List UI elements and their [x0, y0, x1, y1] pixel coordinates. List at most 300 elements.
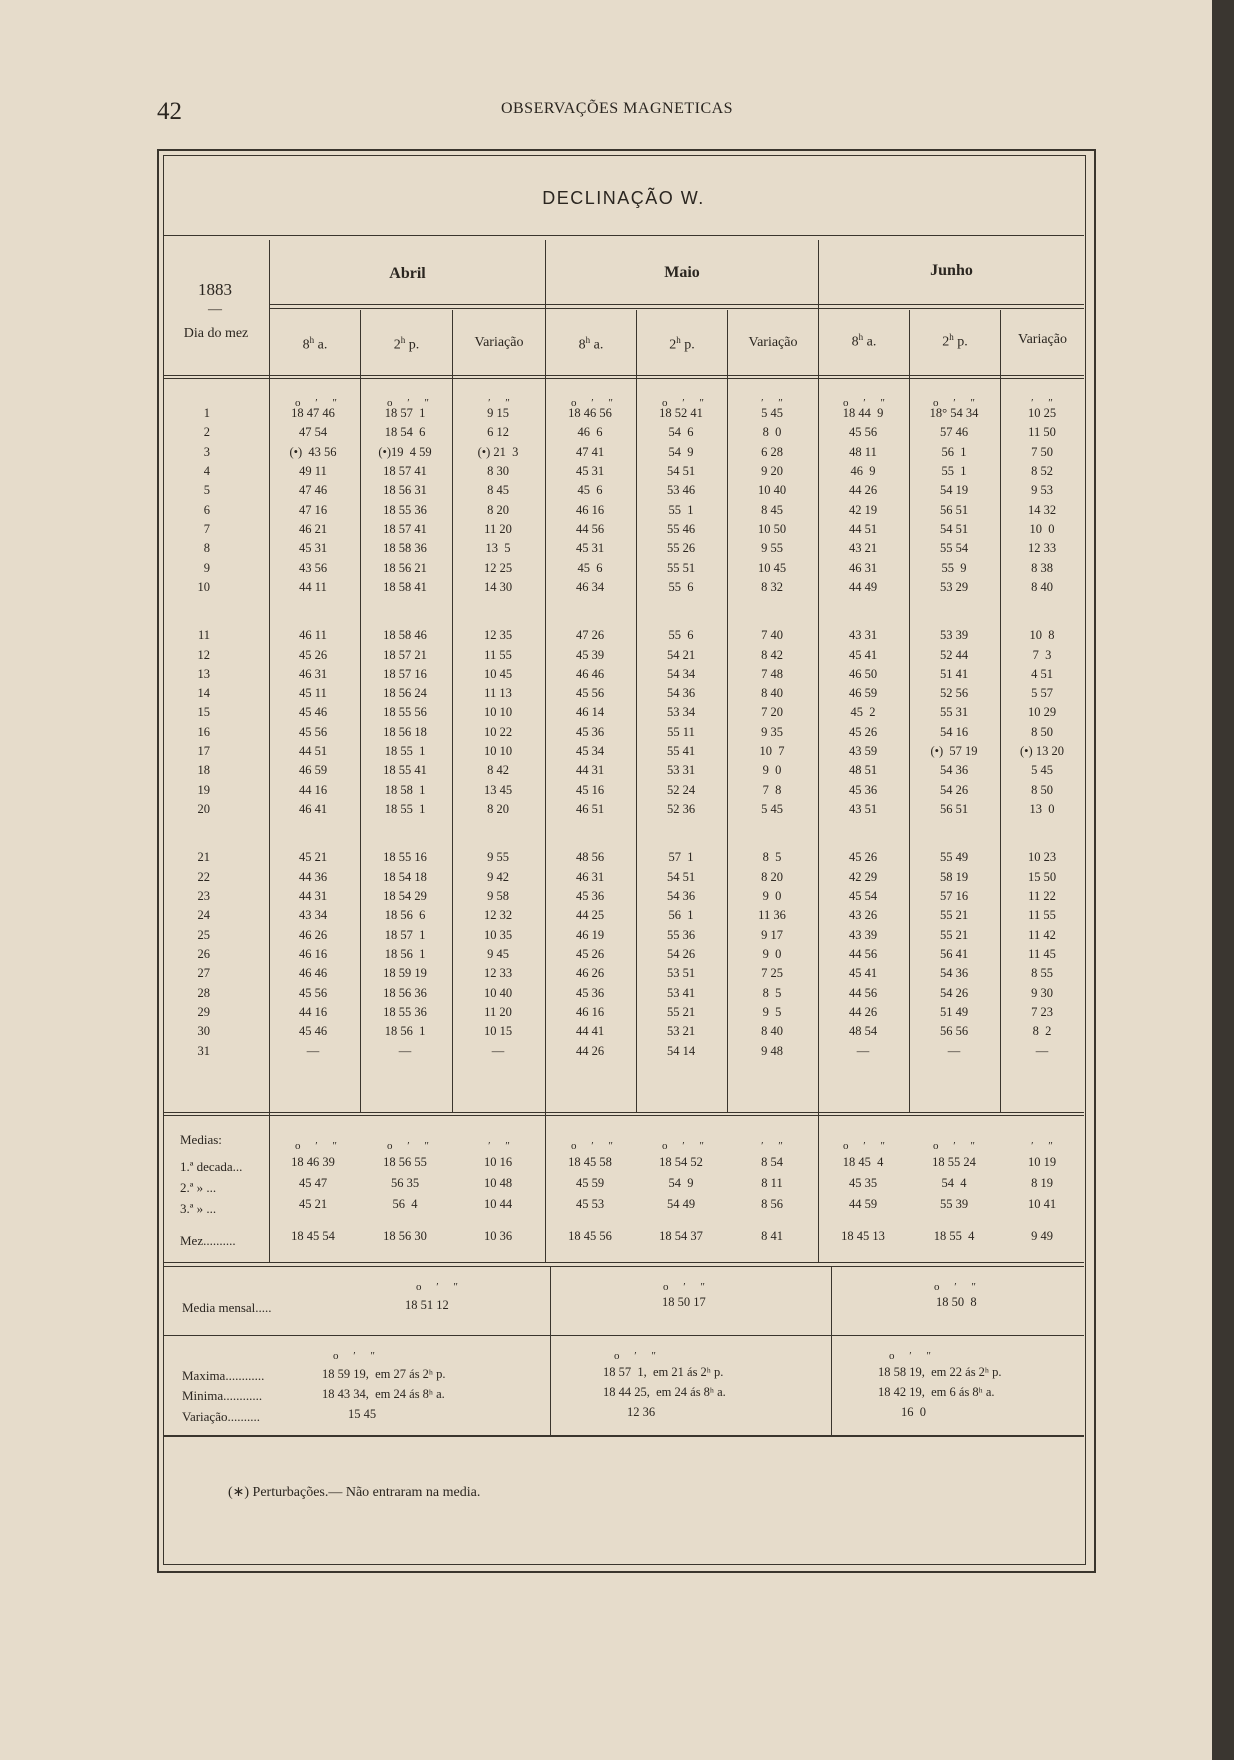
table-cell: 55 49 [939, 850, 969, 865]
table-cell: 46 26 [298, 927, 328, 942]
table-cell: 18 46 56 [568, 406, 612, 420]
table-cell: 53 46 [666, 483, 696, 498]
medias-cell: 10 44 [483, 1197, 513, 1211]
variation-label: Variação.......... [182, 1409, 260, 1424]
table-cell: 46 46 [575, 666, 605, 681]
table-cell: 9 42 [487, 869, 509, 884]
table-cell: 45 56 [848, 425, 878, 440]
table-cell: 54 9 [668, 444, 694, 459]
table-cell: 47 46 [298, 483, 328, 498]
table-cell: 10 10 [483, 744, 513, 759]
table-cell: 10 8 [1029, 628, 1055, 643]
table-cell: 45 31 [298, 541, 328, 556]
table-cell: 54 36 [666, 889, 696, 904]
table-cell: 44 51 [298, 744, 328, 759]
table-cell: 45 26 [848, 850, 878, 865]
table-cell: 55 9 [941, 560, 967, 575]
table-cell: 47 41 [575, 444, 605, 459]
table-cell: 12 35 [483, 628, 513, 643]
table-cell: 55 26 [666, 541, 696, 556]
table-cell: — [856, 1043, 870, 1058]
table-cell: 45 56 [575, 686, 605, 701]
monthly-unit-junho: o ′ ″ [934, 1281, 982, 1293]
table-cell: 18 56 24 [383, 686, 427, 701]
medias-cell: 18 55 24 [932, 1155, 976, 1169]
table-cell: 43 21 [848, 541, 878, 556]
unit-row-monthly [0, 1281, 1234, 1295]
abril-8a-header: 8$^h$ a. [302, 335, 328, 353]
table-cell: 7 8 [762, 782, 782, 797]
table-cell: 6 28 [761, 444, 783, 459]
table-cell: 52 44 [939, 647, 969, 662]
table-cell: 8 42 [487, 763, 509, 778]
abril-variation-header: Variação [474, 335, 524, 350]
table-cell: 45 2 [850, 705, 876, 720]
table-cell: 46 31 [298, 666, 328, 681]
table-cell: 8 5 [762, 850, 782, 865]
table-cell: 55 31 [939, 705, 969, 720]
table-cell: 51 49 [939, 1004, 969, 1019]
mez-cell: 18 56 30 [383, 1229, 427, 1243]
table-cell: 44 36 [298, 869, 328, 884]
table-cell: 13 5 [485, 541, 511, 556]
table-cell: 11 50 [1028, 425, 1056, 440]
table-cell: 44 31 [575, 763, 605, 778]
table-cell: 55 6 [668, 579, 694, 594]
table-cell: 8 45 [487, 483, 509, 498]
month-abril: Abril [389, 265, 426, 282]
unit-abril-8a: o ′ ″ [295, 397, 343, 409]
table-cell: 8 30 [487, 463, 509, 478]
table-cell: 48 54 [848, 1024, 878, 1039]
table-cell: 46 46 [298, 966, 328, 981]
table-cell: 9 20 [761, 463, 783, 478]
table-cell: 18 55 36 [383, 502, 427, 517]
table-cell: 18 57 16 [383, 666, 427, 681]
table-cell: 8 38 [1031, 560, 1053, 575]
table-cell: 9 58 [487, 889, 509, 904]
table-cell: 7 48 [761, 666, 783, 681]
table-cell: 18 55 1 [384, 744, 426, 759]
table-cell: 12 33 [483, 966, 513, 981]
table-cell: 10 29 [1027, 705, 1057, 720]
table-cell: 45 56 [298, 724, 328, 739]
unit-row-medias [0, 1140, 1234, 1154]
table-cell: 10 45 [483, 666, 513, 681]
table-cell: 9 53 [1031, 483, 1053, 498]
table-cell: 9 30 [1031, 985, 1053, 1000]
day-number: 9 [203, 560, 210, 575]
med-unit-maio-8a: o ′ ″ [571, 1140, 619, 1152]
table-cell: 42 29 [848, 869, 878, 884]
table-cell: 11 55 [1028, 908, 1056, 923]
table-cell: 18 56 31 [383, 483, 427, 498]
day-number: 21 [197, 850, 210, 865]
table-cell: 56 51 [939, 802, 969, 817]
medias-cell: 54 49 [666, 1197, 696, 1211]
table-cell: 55 51 [666, 560, 696, 575]
table-cell: 18 52 41 [659, 406, 703, 420]
page-edge [1212, 0, 1234, 1760]
table-cell: 43 59 [848, 744, 878, 759]
table-cell: — [947, 1043, 961, 1058]
table-cell: 42 19 [848, 502, 878, 517]
table-cell: 55 54 [939, 541, 969, 556]
month-maio: Maio [664, 264, 700, 281]
table-cell: 55 11 [667, 724, 695, 739]
table-cell: 46 6 [577, 425, 603, 440]
table-cell: 48 11 [849, 444, 877, 459]
medias-end-rule-1 [163, 1262, 1084, 1263]
junho-2p-header: 2$^h$ p. [942, 332, 968, 350]
table-cell: 45 36 [575, 889, 605, 904]
table-cell: 8 20 [487, 802, 509, 817]
table-cell: — [1035, 1043, 1049, 1058]
monthly-mean-label: Media mensal..... [182, 1300, 272, 1315]
day-number: 30 [197, 1024, 210, 1039]
table-cell: 46 14 [575, 705, 605, 720]
table-title: DECLINAÇÃO W. [542, 188, 705, 208]
table-cell: 10 23 [1027, 850, 1057, 865]
medias-cell: 56 35 [390, 1176, 420, 1190]
maio-2p-header: 2$^h$ p. [669, 335, 695, 353]
table-cell: 53 41 [666, 985, 696, 1000]
medias-cell: 10 19 [1027, 1155, 1057, 1169]
table-cell: 5 45 [761, 406, 783, 420]
table-cell: 54 51 [666, 869, 696, 884]
table-cell: 45 26 [848, 724, 878, 739]
variation-junho: 16 0 [901, 1405, 926, 1419]
table-cell: 18 55 1 [384, 802, 426, 817]
day-number: 25 [197, 927, 210, 942]
table-cell: 18° 54 34 [929, 406, 979, 420]
table-cell: 9 55 [487, 850, 509, 865]
med-unit-abril-var: ′ ″ [488, 1140, 516, 1152]
table-cell: 18 59 19 [383, 966, 427, 981]
table-cell: 10 35 [483, 927, 513, 942]
med-unit-abril-8a: o ′ ″ [295, 1140, 343, 1152]
extremes-end-rule [163, 1435, 1084, 1437]
table-cell: 48 51 [848, 763, 878, 778]
day-number: 18 [197, 763, 210, 778]
table-cell: 53 29 [939, 579, 969, 594]
table-cell: 10 0 [1029, 521, 1055, 536]
table-cell: 54 26 [939, 782, 969, 797]
table-cell: 9 45 [487, 947, 509, 961]
table-cell: 45 36 [575, 985, 605, 1000]
table-cell: 18 47 46 [291, 406, 335, 420]
table-cell: 44 41 [575, 1024, 605, 1039]
day-number: 11 [197, 628, 210, 643]
unit-maio-2p: o ′ ″ [662, 397, 710, 409]
med-unit-junho-var: ′ ″ [1031, 1140, 1059, 1152]
med-unit-junho-8a: o ′ ″ [843, 1140, 891, 1152]
table-cell: 48 56 [575, 850, 605, 865]
table-cell: 52 56 [939, 686, 969, 701]
medias-label-1: 1.ª decada... [180, 1159, 243, 1174]
table-cell: 18 57 41 [383, 521, 427, 536]
day-number: 14 [197, 686, 210, 701]
table-cell: 9 55 [761, 541, 783, 556]
variation-abril: 15 45 [348, 1407, 377, 1421]
monthly-mean-maio: 18 50 17 [662, 1295, 706, 1309]
table-cell: 55 36 [666, 927, 696, 942]
table-cell: 4 51 [1031, 666, 1053, 681]
table-cell: 10 15 [483, 1024, 513, 1039]
table-cell: 55 41 [666, 744, 696, 759]
table-cell: 46 9 [850, 463, 876, 478]
table-cell: 45 41 [848, 647, 878, 662]
table-cell: — [398, 1043, 412, 1058]
table-cell: 45 36 [575, 724, 605, 739]
table-cell: 46 16 [575, 502, 605, 517]
medias-cell: 10 16 [483, 1155, 513, 1169]
table-cell: 8 20 [761, 869, 783, 884]
table-cell: 54 21 [666, 647, 696, 662]
table-cell: 46 31 [848, 560, 878, 575]
table-cell: 51 41 [939, 666, 969, 681]
table-cell: 43 26 [848, 908, 878, 923]
day-number: 3 [203, 444, 210, 459]
extremes-unit-junho: o ′ ″ [889, 1350, 937, 1362]
table-cell: 56 56 [939, 1024, 969, 1039]
mez-cell: 18 55 4 [933, 1229, 975, 1243]
table-cell: 18 56 6 [384, 908, 426, 923]
table-cell: 18 57 21 [383, 647, 427, 662]
medias-cell: 45 59 [575, 1176, 605, 1190]
month-junho: Junho [930, 262, 973, 279]
table-cell: 44 51 [848, 521, 878, 536]
day-number: 19 [197, 782, 210, 797]
table-cell: 52 36 [666, 802, 696, 817]
medias-cell: 54 4 [941, 1176, 967, 1190]
table-cell: 45 26 [575, 947, 605, 961]
table-cell: 54 6 [668, 425, 694, 440]
medias-cell: 18 46 39 [291, 1155, 335, 1169]
medias-cell: 44 59 [848, 1197, 878, 1211]
table-cell: 54 26 [666, 947, 696, 961]
unit-junho-8a: o ′ ″ [843, 397, 891, 409]
table-cell: 54 34 [666, 666, 696, 681]
table-cell: 56 1 [941, 444, 967, 459]
table-cell: 13 45 [483, 782, 513, 797]
day-number: 2 [203, 425, 210, 440]
day-number: 6 [203, 502, 210, 517]
extremes-unit-abril: o ′ ″ [333, 1350, 381, 1362]
medias-cell: 8 54 [761, 1155, 783, 1169]
table-cell: 5 57 [1031, 686, 1053, 701]
mez-label: Mez.......... [180, 1233, 236, 1248]
table-cell: 45 54 [848, 889, 878, 904]
table-cell: 11 42 [1028, 927, 1056, 942]
table-cell: 45 31 [575, 463, 605, 478]
day-col-label: Dia do mez [183, 326, 249, 341]
day-number: 24 [197, 908, 210, 923]
table-cell: 46 31 [575, 869, 605, 884]
table-cell: 56 51 [939, 502, 969, 517]
table-cell: 9 0 [762, 947, 782, 961]
table-cell: 12 25 [483, 560, 513, 575]
medias-cell: 45 53 [575, 1197, 605, 1211]
table-cell: 9 48 [761, 1043, 783, 1058]
table-cell: 7 20 [761, 705, 783, 720]
table-cell: 54 36 [939, 763, 969, 778]
table-cell: 18 58 1 [384, 782, 426, 797]
table-cell: 6 12 [487, 425, 509, 440]
table-cell: 9 0 [762, 763, 782, 778]
table-cell: 53 39 [939, 628, 969, 643]
table-cell: 9 5 [762, 1004, 782, 1019]
day-number: 23 [197, 889, 210, 904]
medias-label-2: 2.ª » ... [180, 1180, 217, 1195]
table-cell: 55 46 [666, 521, 696, 536]
table-cell: 43 56 [298, 560, 328, 575]
medias-cell: 45 35 [848, 1176, 878, 1190]
table-cell: 45 41 [848, 966, 878, 981]
table-cell: 46 16 [298, 947, 328, 961]
table-cell: 45 26 [298, 647, 328, 662]
maio-8a-header: 8$^h$ a. [578, 335, 604, 353]
day-number: 5 [203, 483, 210, 498]
table-cell: 55 21 [939, 927, 969, 942]
table-cell: 18 57 1 [384, 927, 426, 942]
medias-end-rule-2 [163, 1266, 1084, 1267]
table-cell: 44 56 [848, 947, 878, 961]
monthly-unit-abril: o ′ ″ [416, 1281, 464, 1293]
table-cell: 18 54 6 [384, 425, 426, 440]
medias-cell: 10 41 [1027, 1197, 1057, 1211]
medias-title: Medias: [180, 1132, 222, 1147]
table-cell: 10 40 [757, 483, 787, 498]
table-cell: 44 16 [298, 782, 328, 797]
table-cell: 8 40 [761, 686, 783, 701]
table-cell: 13 0 [1029, 802, 1055, 817]
table-cell: 45 39 [575, 647, 605, 662]
unit-junho-var: ′ ″ [1031, 397, 1059, 409]
mez-cell: 18 45 54 [291, 1229, 335, 1243]
junho-variation-header: Variação [1018, 332, 1067, 347]
day-number: 27 [197, 966, 210, 981]
table-cell: 8 45 [761, 502, 783, 517]
maxima-abril: 18 59 19, em 27 ás 2ʰ p. [322, 1367, 446, 1381]
day-number: 7 [203, 521, 210, 536]
medias-cell: 8 19 [1031, 1176, 1053, 1190]
table-cell: 54 19 [939, 483, 969, 498]
table-cell: 8 40 [1031, 579, 1053, 594]
table-cell: 8 50 [1031, 782, 1053, 797]
med-unit-junho-2p: o ′ ″ [933, 1140, 981, 1152]
medias-cell: 8 11 [761, 1176, 783, 1190]
table-cell: 49 11 [299, 463, 327, 478]
table-cell: 45 34 [575, 744, 605, 759]
table-cell: 18 56 1 [384, 947, 426, 961]
table-cell: 45 36 [848, 782, 878, 797]
table-cell: 18 54 29 [383, 889, 427, 904]
table-cell: 11 13 [484, 686, 512, 701]
unit-junho-2p: o ′ ″ [933, 397, 981, 409]
table-cell: 45 31 [575, 541, 605, 556]
medias-cell: 45 47 [298, 1176, 328, 1190]
table-cell: 45 21 [298, 850, 328, 865]
medias-label-3: 3.ª » ... [180, 1201, 217, 1216]
day-number: 17 [197, 744, 210, 759]
table-cell: 54 51 [939, 521, 969, 536]
table-cell: 46 26 [575, 966, 605, 981]
table-cell: 47 54 [298, 425, 328, 440]
maxima-junho: 18 58 19, em 22 ás 2ʰ p. [878, 1365, 1002, 1379]
year-label: 1883 [198, 280, 232, 299]
minima-abril: 18 43 34, em 24 ás 8ʰ a. [322, 1387, 445, 1401]
year-dash: — [208, 302, 222, 317]
table-cell: 46 50 [848, 666, 878, 681]
day-number: 29 [197, 1004, 210, 1019]
running-head: OBSERVAÇÕES MAGNETICAS [500, 100, 734, 117]
table-cell: 45 16 [575, 782, 605, 797]
minima-maio: 18 44 25, em 24 ás 8ʰ a. [603, 1385, 726, 1399]
extremes-unit-maio: o ′ ″ [614, 1350, 662, 1362]
header-rule-2 [163, 378, 1084, 379]
abril-2p-header: 2$^h$ p. [393, 335, 420, 353]
table-cell: 55 21 [666, 1004, 696, 1019]
table-cell: (•)19 4 59 [378, 444, 432, 459]
day-number: 15 [197, 705, 210, 720]
table-cell: 18 44 9 [842, 406, 884, 420]
monthly-mean-abril: 18 51 12 [405, 1298, 449, 1312]
table-cell: 45 6 [577, 560, 603, 575]
table-cell: 11 20 [484, 1004, 512, 1019]
table-cell: 55 6 [668, 628, 694, 643]
table-cell: 8 40 [761, 1024, 783, 1039]
table-cell: 7 50 [1031, 444, 1053, 459]
monthly-mean-junho: 18 50 8 [936, 1295, 977, 1309]
table-cell: 8 52 [1031, 463, 1053, 478]
table-cell: 10 45 [757, 560, 787, 575]
table-cell: 8 5 [762, 985, 782, 1000]
table-cell: 11 55 [484, 647, 512, 662]
unit-abril-2p: o ′ ″ [387, 397, 435, 409]
day-number: 10 [197, 579, 210, 594]
table-cell: 44 49 [848, 579, 878, 594]
table-cell: — [306, 1043, 320, 1058]
table-cell: 57 46 [939, 425, 969, 440]
table-cell: (•) 43 56 [289, 444, 337, 459]
table-cell: 14 32 [1027, 502, 1057, 517]
table-cell: 44 26 [848, 1004, 878, 1019]
table-cell: 45 56 [298, 985, 328, 1000]
day-number: 20 [197, 802, 210, 817]
table-cell: 46 16 [575, 1004, 605, 1019]
table-cell: 8 20 [487, 502, 509, 517]
table-cell: 56 41 [939, 947, 969, 961]
table-cell: (•) 21 3 [477, 444, 519, 459]
table-cell: 46 19 [575, 927, 605, 942]
table-cell: 14 30 [483, 579, 513, 594]
table-cell: 18 55 16 [383, 850, 427, 865]
table-cell: 12 33 [1027, 541, 1057, 556]
med-unit-maio-var: ′ ″ [761, 1140, 789, 1152]
table-cell: 55 1 [668, 502, 694, 517]
day-number: 1 [203, 406, 210, 420]
table-cell: 10 7 [759, 744, 785, 759]
table-cell: 9 17 [761, 927, 783, 942]
table-cell: 8 50 [1031, 724, 1053, 739]
day-number: 31 [197, 1043, 210, 1058]
table-cell: 46 11 [299, 628, 327, 643]
header-rule-1 [163, 375, 1084, 376]
table-cell: 54 14 [666, 1043, 696, 1058]
table-cell: 45 46 [298, 705, 328, 720]
table-cell: 8 55 [1031, 966, 1053, 981]
